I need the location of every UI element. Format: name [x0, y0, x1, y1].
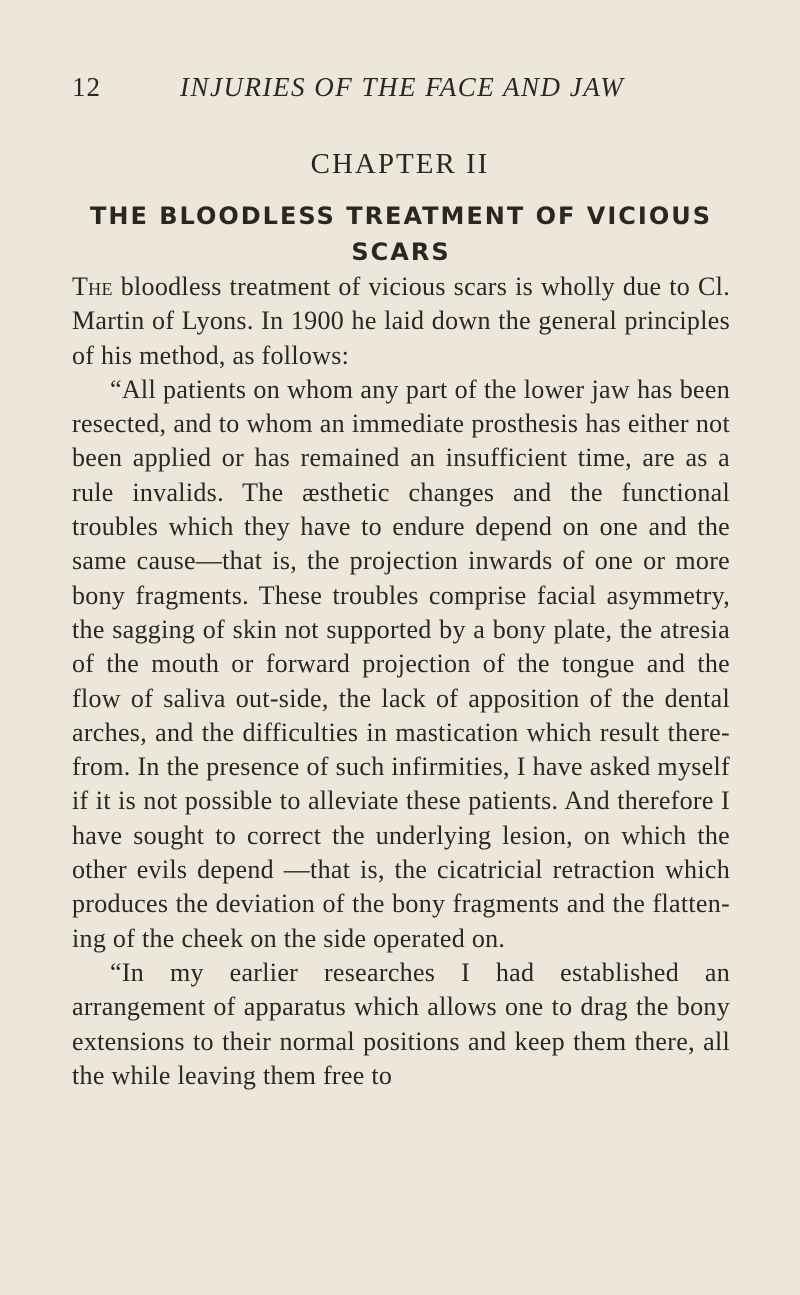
- paragraph-3: “In my earlier researches I had established an arrangement of apparatus which allows one to drag the bony extensions to their normal positions and keep them there, all the while leaving them free to: [72, 957, 730, 1090]
- page-number: 12: [72, 72, 101, 102]
- paragraph-1-opening-word: The: [72, 272, 113, 301]
- paragraph-1-text: bloodless treatment of vicious scars is wholly due to Cl. Martin of Lyons. In 1900 he laid down the general principles of his method, as follows:: [72, 272, 730, 370]
- body-text: [72, 270, 730, 1093]
- running-head: [72, 72, 730, 112]
- chapter-title: [72, 198, 730, 270]
- paragraph-2: “All patients on whom any part of the lower jaw has been resected, and to whom an immediate prosthesis has either not been applied or has remained an insufficient time, are as a rule invalids. The æsthetic changes and the functional troubles which they have to endure depend on one and the same cause—that is, the projection inwards of one or more bony fragments. These troubles comprise facial asymmetry, the sagging of skin not supported by a bony plate, the atresia of the mouth or forward projection of the tongue and the flow of saliva out-side, the lack of apposition of the dental arches, and the difficulties in mastication which result there-from. In the presence of such infirmities, I have asked myself if it is not possible to alleviate these patients. And therefore I have sought to correct the underlying lesion, on which the other evils depend —that is, the cicatricial retraction which produces the deviation of the bony fragments and the flatten-ing of the cheek on the side operated on.: [72, 374, 730, 953]
- running-title: INJURIES OF THE FACE AND JAW: [180, 72, 625, 102]
- chapter-title-line-1: THE BLOODLESS TREATMENT OF VICIOUS: [90, 202, 712, 230]
- paragraph-1: [72, 270, 730, 373]
- chapter-label: CHAPTER II: [310, 148, 490, 180]
- chapter-title-line-2: SCARS: [351, 238, 451, 266]
